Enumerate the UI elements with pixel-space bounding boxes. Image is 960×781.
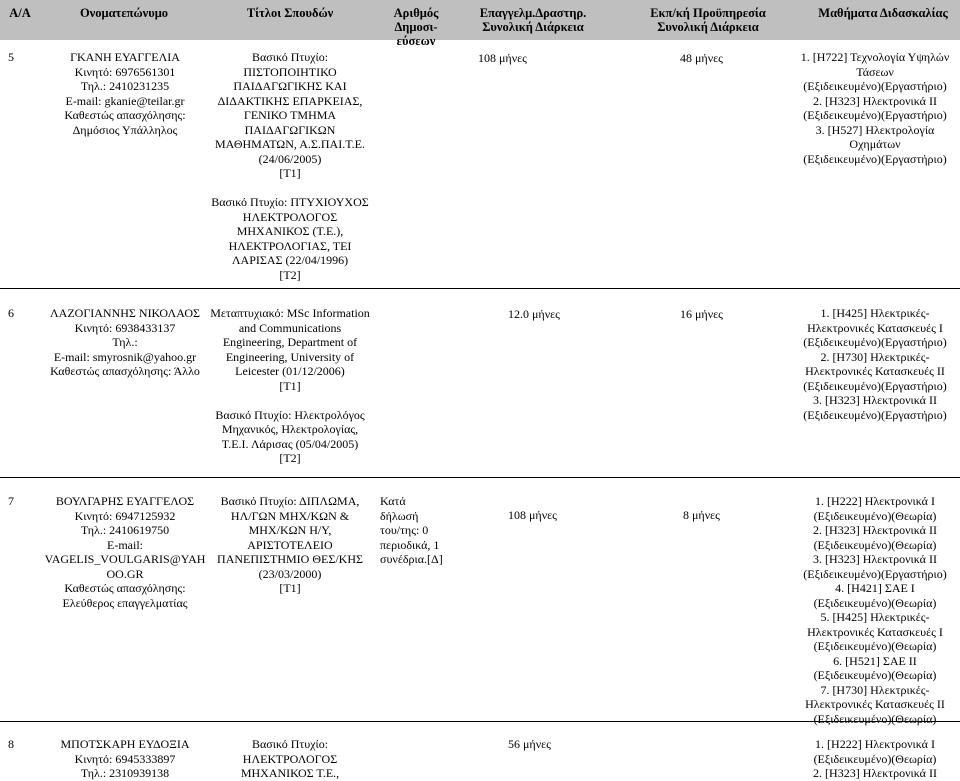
candidate-line: Ελεύθερος επαγγελματίας	[62, 595, 188, 610]
candidate-info	[40, 306, 210, 379]
course-line: (Εξιδεικευμένο)(Εργαστήριο)	[803, 378, 947, 393]
courses-list	[790, 494, 960, 726]
candidate-line: Κινητό: 6976561301	[74, 64, 176, 79]
degree-line: Leicester (01/12/2006)	[235, 364, 345, 378]
course-line: 1. [Η722] Τεχνολογία Υψηλών	[800, 50, 950, 64]
course-line: 2. [Η730] Ηλεκτρικές-	[820, 349, 930, 364]
degree-line: Βασικό Πτυχίο: ΠΤΥΧΙΟΥΧΟΣ	[211, 195, 369, 209]
course-line: 1. [Η425] Ηλεκτρικές-	[820, 306, 930, 320]
degree-line: Μεταπτυχιακό: MSc Information	[210, 306, 370, 320]
candidate-line: OO.GR	[106, 566, 144, 581]
degree-line	[200, 181, 380, 196]
publication-line: περιοδικά, 1	[380, 537, 440, 552]
publication-line: δήλωσή	[380, 508, 419, 523]
course-line: (Εξιδεικευμένο)(Θεωρία)	[813, 668, 937, 682]
header-aa: Α/Α	[9, 6, 31, 20]
course-line: (Εξιδεικευμένο)(Εργαστήριο)	[803, 335, 947, 349]
degree-line: ΔΙΔΑΚΤΙΚΗΣ ΕΠΑΡΚΕΙΑΣ,	[217, 93, 363, 108]
degree-line: Βασικό Πτυχίο: Ηλεκτρολόγος	[215, 407, 365, 422]
row-number: 7	[8, 494, 14, 508]
candidate-info	[40, 737, 210, 781]
degree-line: Βασικό Πτυχίο:	[251, 737, 329, 751]
degree-line: ΠΑΙΔΑΓΩΓΙΚΩΝ	[244, 122, 336, 137]
publication-line: συνέδρια.[Δ]	[380, 552, 443, 566]
course-line: Ηλεκτρονικές Κατασκευές Ι	[807, 320, 943, 335]
professional-duration: 12.0 μήνες	[508, 307, 560, 321]
course-line: Οχημάτων	[849, 137, 901, 151]
degree-line: Βασικό Πτυχίο:	[251, 50, 329, 64]
course-line: Ηλεκτρονικές Κατασκευές ΙΙ	[805, 697, 945, 711]
course-line: 3. [Η323] Ηλεκτρονικά ΙΙ	[813, 552, 937, 566]
course-line: Ηλεκτρονικές Κατασκευές Ι	[807, 624, 943, 639]
candidate-line: ΒΟΥΛΓΑΡΗΣ ΕΥΑΓΓΕΛΟΣ	[55, 494, 195, 508]
publication-line: του/της: 0	[380, 523, 429, 537]
degree-line: ΜΑΘΗΜΑΤΩΝ, Α.Σ.ΠΑΙ.Τ.Ε.	[215, 137, 365, 151]
course-line: 3. [Η527] Ηλεκτρολογία	[815, 122, 935, 137]
course-line: (Εξιδεικευμένο)(Θεωρία)	[813, 751, 937, 766]
candidate-line: Τηλ.:	[112, 335, 138, 349]
degree-line: ΗΛΕΚΤΡΟΛΟΓΟΣ	[242, 751, 338, 766]
course-line: (Εξιδεικευμένο)(Θεωρία)	[813, 508, 937, 523]
degree-line: [Τ1]	[279, 378, 301, 393]
degree-line: ΗΛΕΚΤΡΟΛΟΓΟΣ	[242, 209, 338, 224]
professional-duration: 108 μήνες	[478, 51, 527, 65]
degree-line: ΠΑΙΔΑΓΩΓΙΚΗΣ ΚΑΙ	[233, 79, 347, 93]
degree-titles	[200, 306, 380, 466]
candidate-line: ΓΚΑΝΗ ΕΥΑΓΓΕΛΙΑ	[70, 50, 180, 64]
course-line: Τάσεων	[856, 64, 894, 79]
course-line: 2. [Η323] Ηλεκτρονικά ΙΙ	[813, 523, 937, 537]
courses-list	[790, 50, 960, 166]
degree-line: ΓΕΝΙΚΟ ΤΜΗΜΑ	[243, 108, 337, 122]
course-line: 6. [Η521] ΣΑΕ ΙΙ	[833, 653, 917, 668]
teaching-duration: 16 μήνες	[680, 307, 723, 321]
degree-titles	[200, 737, 380, 781]
course-line: (Εξιδεικευμένο)(Θεωρία)	[813, 711, 937, 726]
publication-line: Κατά	[380, 494, 406, 508]
row-divider	[0, 477, 960, 478]
candidate-line: Δημόσιος Υπάλληλος	[72, 122, 178, 137]
candidate-line: Κινητό: 6947125932	[74, 508, 176, 523]
degree-line: ΜΗΧΑΝΙΚΟΣ Τ.Ε.,	[240, 766, 340, 780]
row-number: 8	[8, 737, 14, 751]
header-courses: Μαθήματα Διδασκαλίας	[818, 6, 948, 20]
course-line: (Εξιδεικευμένο)(Εργαστήριο)	[803, 79, 947, 93]
course-line: (Εξιδεικευμένο)(Θεωρία)	[813, 537, 937, 552]
candidate-line: Καθεστώς απασχόλησης:	[64, 108, 186, 122]
degree-line: Engineering, University of	[225, 349, 355, 364]
candidate-line: E-mail: gkanie@teilar.gr	[65, 93, 185, 108]
header-name: Ονοματεπώνυμο	[79, 6, 169, 20]
degree-line: (24/06/2005)	[258, 151, 322, 166]
degree-titles	[200, 50, 380, 282]
degree-line: Βασικό Πτυχίο: ΔΙΠΛΩΜΑ,	[220, 494, 360, 508]
candidate-line: E-mail:	[107, 537, 143, 552]
degree-line: [Τ1]	[279, 581, 301, 595]
degree-titles	[200, 494, 380, 596]
degree-line: [Τ2]	[279, 451, 301, 465]
course-line: 1. [Η222] Ηλεκτρονικά Ι	[815, 494, 935, 508]
header-professional: Επαγγελμ.Δραστηρ. Συνολική Διάρκεια	[479, 6, 587, 34]
row-number: 5	[8, 50, 14, 64]
candidate-line: Τηλ.: 2310939138	[80, 766, 170, 780]
candidate-line: E-mail: smyrosnik@yahoo.gr	[53, 349, 197, 364]
degree-line: (23/03/2000)	[258, 566, 322, 581]
degree-line: ΜΗΧΑΝΙΚΟΣ (Τ.Ε.),	[236, 224, 344, 238]
degree-line: Τ.Ε.Ι. Λάρισας (05/04/2005)	[221, 436, 359, 451]
course-line: 3. [Η323] Ηλεκτρονικά ΙΙ	[813, 393, 937, 407]
header-teaching: Εκπ/κή Προϋπηρεσία Συνολική Διάρκεια	[650, 6, 766, 34]
candidate-line: Τηλ.: 2410231235	[80, 79, 170, 93]
degree-line: ΗΛΕΚΤΡΟΛΟΓΙΑΣ, ΤΕΙ	[228, 238, 352, 253]
teaching-duration: 56 μήνες	[508, 737, 551, 751]
degree-line: [Τ2]	[279, 267, 301, 282]
candidate-line: Κινητό: 6938433137	[74, 320, 176, 335]
candidate-line: Τηλ.: 2410619750	[80, 523, 170, 537]
header-publications: Αριθμός Δημοσι- εύσεων	[393, 6, 439, 48]
degree-line: ΠΑΝΕΠΙΣΤΗΜΙΟ ΘΕΣ/ΚΗΣ	[217, 552, 363, 566]
course-line: (Εξιδεικευμένο)(Εργαστήριο)	[803, 108, 947, 122]
degree-line: and Communications	[238, 320, 342, 335]
course-line: (Εξιδεικευμένο)(Εργαστήριο)	[803, 407, 947, 422]
candidate-line: Κινητό: 6945333897	[74, 751, 176, 766]
degree-line: [Τ1]	[279, 166, 301, 180]
course-line: 5. [Η425] Ηλεκτρικές-	[820, 610, 930, 624]
candidate-line: ΛΑΖΟΓΙΑΝΝΗΣ ΝΙΚΟΛΑΟΣ	[49, 306, 201, 320]
candidate-line: VAGELIS_VOULGARIS@YAH	[44, 552, 206, 566]
degree-line: ΛΑΡΙΣΑΣ (22/04/1996)	[231, 253, 349, 267]
degree-line: ΗΛ/ΓΩΝ ΜΗΧ/ΚΩΝ &	[230, 508, 350, 523]
professional-duration: 108 μήνες	[508, 508, 557, 522]
candidate-line: Καθεστώς απασχόλησης: Άλλο	[50, 364, 200, 378]
course-line: Ηλεκτρονικές Κατασκευές ΙΙ	[805, 364, 945, 378]
degree-line: ΜΗΧ/ΚΩΝ Η/Υ,	[248, 523, 332, 537]
course-line: (Εξιδεικευμένο)(Θεωρία)	[813, 595, 937, 610]
candidate-info	[40, 494, 210, 610]
row-number: 6	[8, 306, 14, 320]
header-titles: Τίτλοι Σπουδών	[246, 6, 334, 20]
degree-line: ΠΙΣΤΟΠΟΙΗΤΙΚΟ	[243, 64, 337, 79]
publications	[380, 494, 454, 567]
table-header	[0, 0, 960, 48]
row-divider	[0, 288, 960, 289]
course-line: 7. [Η730] Ηλεκτρικές-	[820, 682, 930, 697]
candidate-line: Καθεστώς απασχόλησης:	[64, 581, 186, 595]
candidate-line: ΜΠΟΤΣΚΑΡΗ ΕΥΔΟΞΙΑ	[60, 737, 190, 751]
courses-list	[790, 306, 960, 422]
degree-line: Engineering, Department of	[222, 335, 358, 349]
course-line: 4. [Η421] ΣΑΕ Ι	[835, 581, 915, 595]
degree-line: ΑΡΙΣΤΟΤΕΛΕΙΟ	[247, 537, 333, 552]
degree-line	[200, 393, 380, 408]
course-line: 1. [Η222] Ηλεκτρονικά Ι	[815, 737, 935, 751]
course-line: (Εξιδεικευμένο)(Θεωρία)	[813, 639, 937, 653]
teaching-duration: 48 μήνες	[680, 51, 723, 65]
course-line: (Εξιδεικευμένο)(Εργαστήριο)	[803, 566, 947, 581]
candidate-info	[40, 50, 210, 137]
row-divider	[0, 721, 960, 722]
course-line: 2. [Η323] Ηλεκτρονικά ΙΙ	[813, 93, 937, 108]
degree-line: Μηχανικός, Ηλεκτρολογίας,	[221, 422, 359, 436]
teaching-duration: 8 μήνες	[683, 508, 720, 522]
courses-list	[790, 737, 960, 781]
course-line: (Εξιδεικευμένο)(Εργαστήριο)	[803, 151, 947, 166]
course-line: 2. [Η323] Ηλεκτρονικά ΙΙ	[813, 766, 937, 780]
